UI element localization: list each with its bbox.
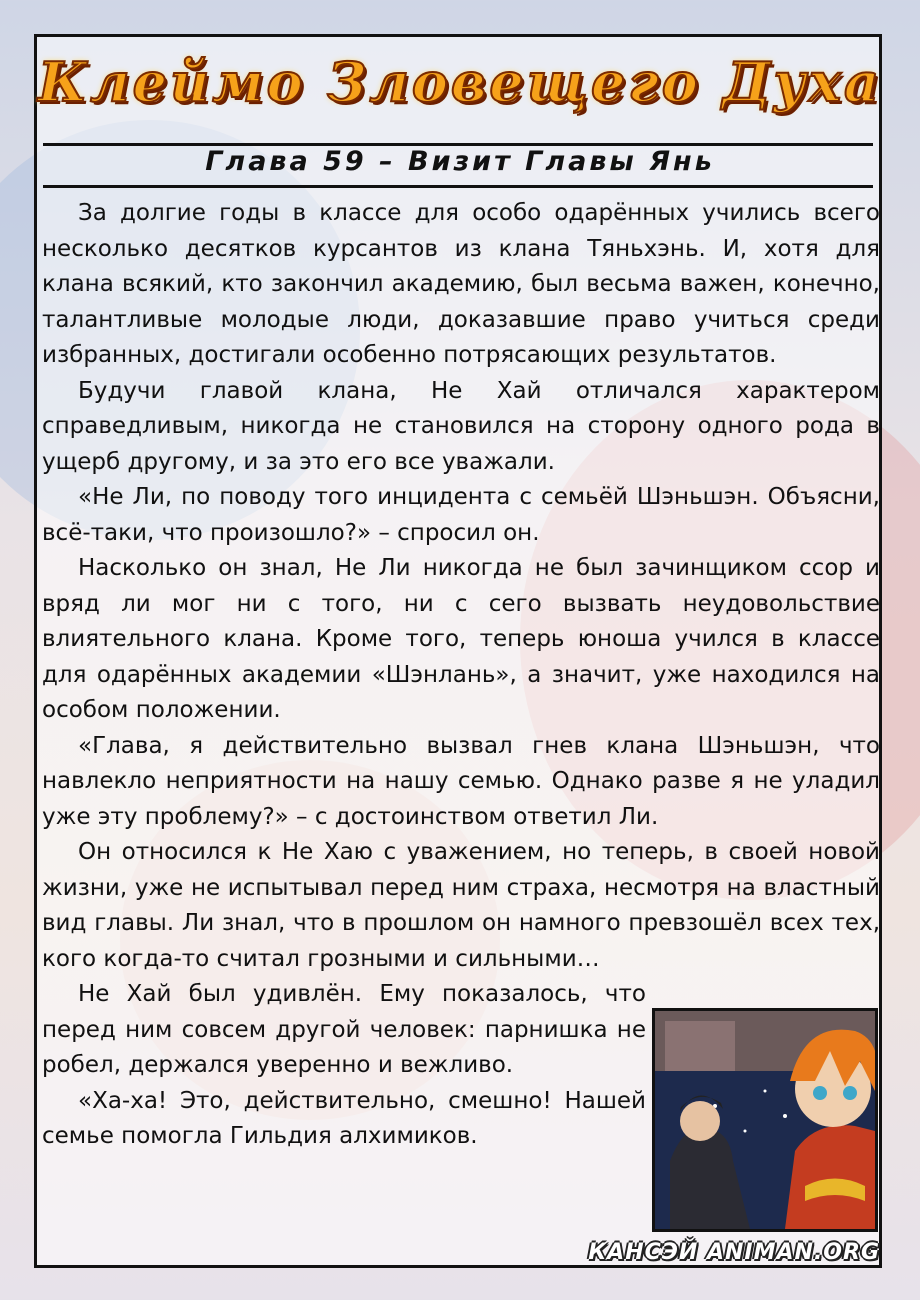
paragraph: Насколько он знал, Не Ли никогда не был зачинщиком ссор и вряд ли мог ни с того, ни с сего вызвать неудовольствие влиятельного клана. Кроме того, теперь юноша учился в классе для одарённых академии «Шэнлань», а значит, уже находился на особом положении. — [42, 555, 880, 723]
paragraph: Он относился к Не Хаю с уважением, но теперь, в своей новой жизни, уже не испытывал перед ним страха, несмотря на властный вид главы. Ли знал, что в прошлом он намного превзошёл всех тех, кого когда-то считал грозными и сильными… — [42, 839, 880, 972]
paragraph: «Не Ли, по поводу того инцидента с семьёй Шэньшэн. Объясни, всё-таки, что произошло?» – спросил он. — [42, 484, 880, 546]
chapter-rule-bottom — [43, 185, 873, 188]
manga-illustration — [652, 1008, 878, 1232]
scanlation-credit: КАНСЭЙ ANIMAN.ORG — [588, 1240, 880, 1265]
page-title: Клеймо Зловещего Духа — [37, 50, 883, 114]
paragraph: За долгие годы в классе для особо одарённых учились всего несколько десятков курсантов из клана Тяньхэнь. И, хотя для клана всякий, кто закончил академию, был весьма важен, конечно, талантливые молодые люди, доказавшие право учиться среди избранных, достигали особенно потрясающих результатов. — [42, 200, 880, 368]
manga-illustration-art — [655, 1011, 875, 1229]
paragraph: «Глава, я действительно вызвал гнев клана Шэньшэн, что навлекло неприятности на нашу семью. Однако разве я не уладил уже эту проблему?» – с достоинством ответил Ли. — [42, 732, 880, 830]
paragraph: Не Хай был удивлён. Ему показалось, что перед ним совсем другой человек: парнишка не робел, держался уверенно и вежливо. — [42, 981, 646, 1078]
paragraph: Будучи главой клана, Не Хай отличался характером справедливым, никогда не становился на сторону одного рода в ущерб другому, и за это его все уважали. — [42, 377, 880, 475]
paragraph: «Ха-ха! Это, действительно, смешно! Нашей семье помогла Гильдия алхимиков. — [42, 1087, 646, 1149]
chapter-heading: Глава 59 – Визит Главы Янь — [205, 146, 715, 177]
